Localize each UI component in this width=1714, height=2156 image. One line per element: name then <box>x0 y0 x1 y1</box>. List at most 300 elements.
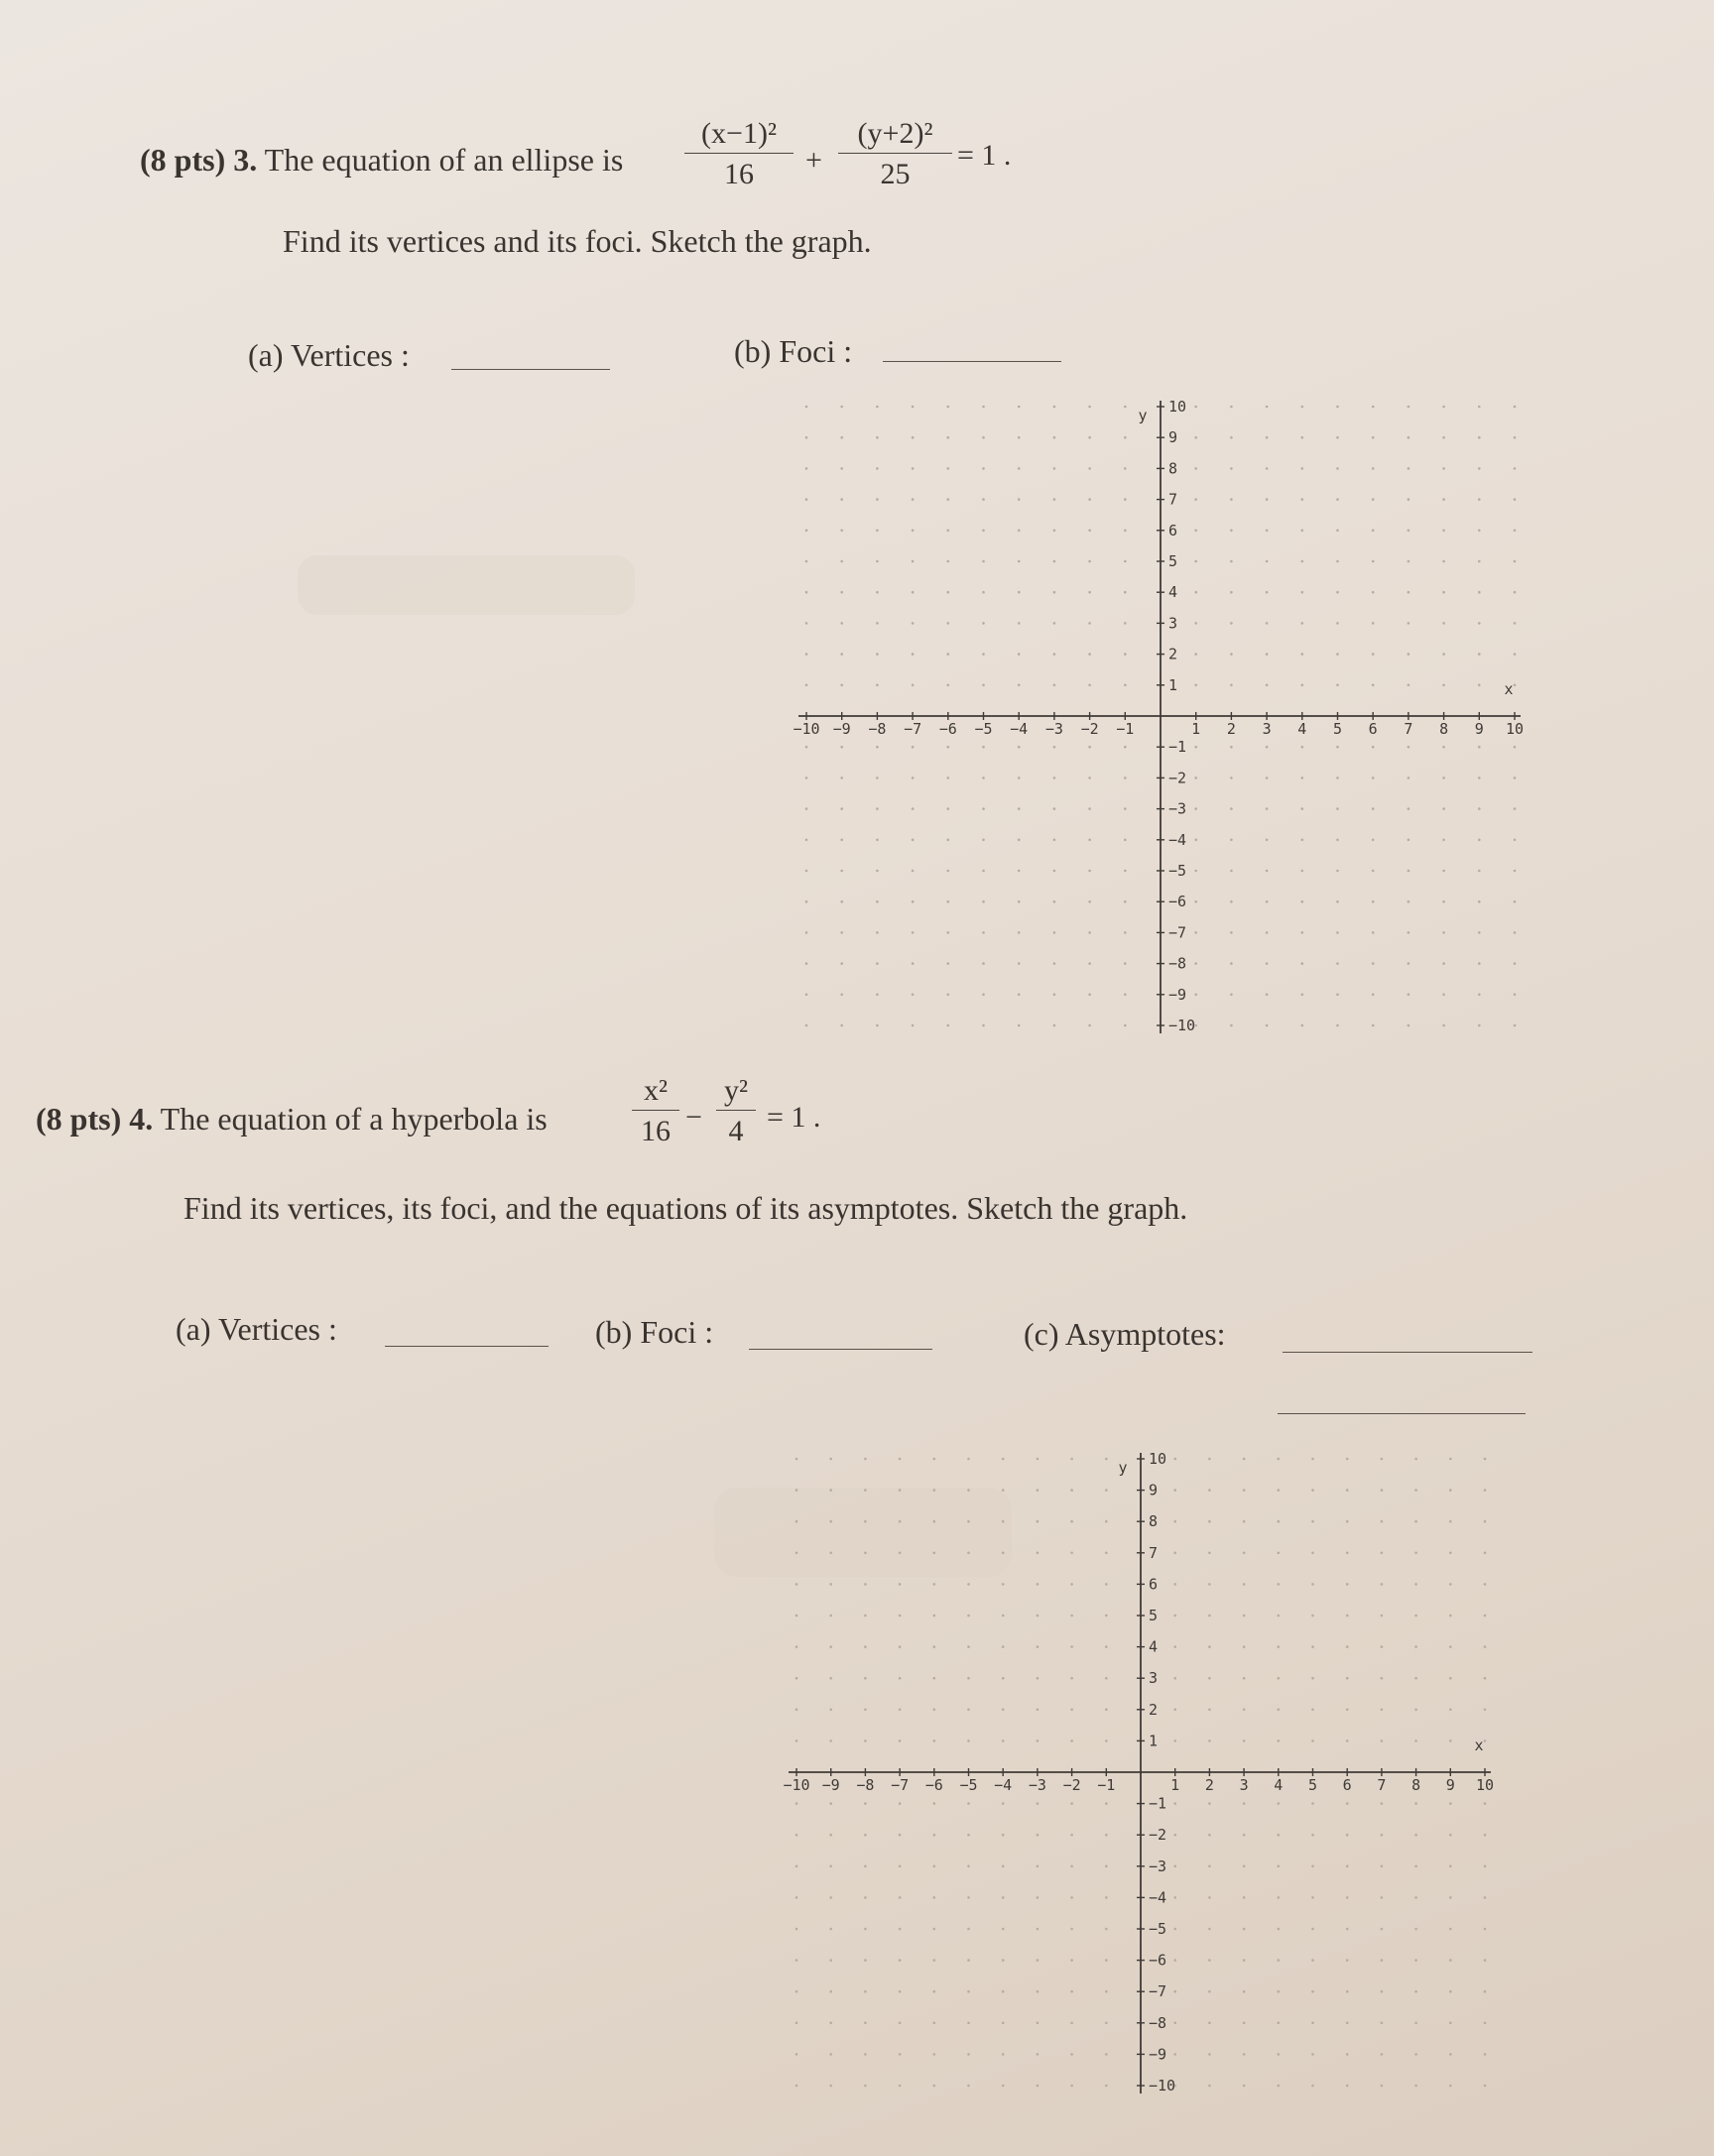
y-tick-label: −1 <box>1168 738 1187 757</box>
grid-dot <box>933 1959 936 1962</box>
problem-3-points: (8 pts) <box>140 142 226 178</box>
grid-dot <box>1208 1552 1211 1555</box>
grid-dot <box>1194 498 1197 501</box>
grid-dot <box>805 622 808 625</box>
grid-dot <box>1037 1583 1040 1586</box>
grid-dot <box>1484 1928 1487 1931</box>
grid-dot <box>805 560 808 563</box>
grid-dot <box>899 1552 902 1555</box>
answer-c-marker: (c) <box>1024 1316 1059 1352</box>
grid-dot <box>1194 839 1197 842</box>
grid-dot <box>1173 1645 1176 1648</box>
grid-dot <box>1449 1896 1452 1899</box>
grid-dot <box>1053 1024 1056 1027</box>
grid-dot <box>1266 406 1269 409</box>
grid-dot <box>1408 622 1410 625</box>
grid-dot <box>982 530 985 533</box>
asymptotes-answer-blank-1[interactable] <box>1283 1352 1532 1353</box>
foci-answer-blank[interactable] <box>749 1349 932 1350</box>
grid-dot <box>1002 1739 1005 1742</box>
grid-dot <box>876 777 879 779</box>
grid-dot <box>1266 436 1269 439</box>
answer-b-label: Foci : <box>640 1314 714 1350</box>
grid-dot <box>1105 1677 1108 1680</box>
grid-dot <box>947 777 950 779</box>
grid-dot <box>1336 436 1339 439</box>
grid-dot <box>967 1615 970 1617</box>
grid-dot <box>982 406 985 409</box>
answer-b-marker: (b) <box>595 1314 633 1350</box>
vertices-answer-blank[interactable] <box>385 1346 549 1347</box>
grid-dot <box>967 1458 970 1461</box>
grid-dot <box>1194 436 1197 439</box>
grid-dot <box>876 684 879 687</box>
grid-dot <box>1372 684 1375 687</box>
grid-dot <box>1484 2053 1487 2056</box>
grid-dot <box>1414 1615 1417 1617</box>
y-tick-label: −8 <box>1149 2013 1167 2032</box>
grid-dot <box>967 1520 970 1523</box>
grid-dot <box>1018 777 1021 779</box>
grid-dot <box>1230 560 1233 563</box>
grid-dot <box>796 1834 798 1837</box>
grid-dot <box>1124 530 1127 533</box>
grid-dot <box>840 653 843 656</box>
grid-dot <box>1208 1959 1211 1962</box>
grid-dot <box>967 2053 970 2056</box>
grid-dot <box>1243 1834 1246 1837</box>
grid-dot <box>933 1990 936 1993</box>
grid-dot <box>1372 900 1375 903</box>
grid-dot <box>876 530 879 533</box>
grid-dot <box>1208 1990 1211 1993</box>
grid-dot <box>1301 1024 1304 1027</box>
grid-dot <box>1018 436 1021 439</box>
grid-dot <box>1478 900 1481 903</box>
grid-dot <box>1124 684 1127 687</box>
grid-dot <box>1037 1865 1040 1868</box>
grid-dot <box>1070 1677 1073 1680</box>
grid-dot <box>899 1865 902 1868</box>
grid-dot <box>829 1520 832 1523</box>
grid-dot <box>1301 684 1304 687</box>
grid-dot <box>1124 467 1127 470</box>
grid-dot <box>796 2085 798 2088</box>
grid-dot <box>967 1928 970 1931</box>
grid-dot <box>1266 1024 1269 1027</box>
grid-dot <box>840 777 843 779</box>
grid-dot <box>1194 653 1197 656</box>
y-tick-label: −9 <box>1168 985 1187 1004</box>
answer-b-marker: (b) <box>734 333 772 369</box>
grid-dot <box>1381 1583 1384 1586</box>
grid-dot <box>1336 839 1339 842</box>
grid-dot <box>1484 1645 1487 1648</box>
grid-dot <box>899 2053 902 2056</box>
x-tick-label: 8 <box>1439 720 1449 738</box>
y-axis-label: y <box>1118 1459 1128 1477</box>
grid-dot <box>876 467 879 470</box>
grid-dot <box>1311 1520 1314 1523</box>
grid-dot <box>899 1489 902 1492</box>
grid-dot <box>1230 994 1233 997</box>
grid-dot <box>1442 931 1445 934</box>
grid-dot <box>1208 1928 1211 1931</box>
grid-dot <box>1372 498 1375 501</box>
grid-dot <box>1381 1802 1384 1805</box>
grid-dot <box>1449 1865 1452 1868</box>
y-tick-label: −7 <box>1168 923 1187 942</box>
grid-dot <box>982 931 985 934</box>
grid-dot <box>1484 1489 1487 1492</box>
grid-dot <box>1381 1520 1384 1523</box>
grid-dot <box>1311 1489 1314 1492</box>
grid-dot <box>1088 839 1091 842</box>
x-tick-label: 1 <box>1170 1776 1180 1794</box>
y-tick-label: 1 <box>1168 675 1178 694</box>
grid-dot <box>1208 1520 1211 1523</box>
grid-dot <box>829 1709 832 1712</box>
grid-dot <box>876 653 879 656</box>
grid-dot <box>1484 1552 1487 1555</box>
hyperbola-term-y <box>716 1074 756 1148</box>
grid-dot <box>1514 560 1517 563</box>
grid-dot <box>1266 684 1269 687</box>
grid-dot <box>1514 1024 1517 1027</box>
grid-dot <box>1173 1928 1176 1931</box>
grid-dot <box>1037 1709 1040 1712</box>
asymptotes-answer-blank-2[interactable] <box>1278 1413 1526 1414</box>
grid-dot <box>1408 684 1410 687</box>
vertices-answer-blank[interactable] <box>451 369 610 370</box>
grid-dot <box>1514 653 1517 656</box>
grid-dot <box>1124 807 1127 810</box>
x-tick-label: 8 <box>1411 1776 1421 1794</box>
grid-dot <box>899 2022 902 2025</box>
grid-dot <box>796 1458 798 1461</box>
grid-dot <box>1336 746 1339 749</box>
grid-dot <box>1070 2022 1073 2025</box>
grid-dot <box>864 1709 867 1712</box>
grid-dot <box>1105 1709 1108 1712</box>
grid-dot <box>1408 591 1410 594</box>
grid-dot <box>1381 1677 1384 1680</box>
x-tick-label: −1 <box>1116 720 1135 738</box>
grid-dot <box>982 467 985 470</box>
grid-dot <box>1053 622 1056 625</box>
grid-dot <box>1346 1959 1349 1962</box>
ellipse-term-y-denominator: 25 <box>880 158 911 190</box>
x-tick-label: −3 <box>1028 1776 1046 1794</box>
grid-dot <box>876 807 879 810</box>
grid-dot <box>1243 1552 1246 1555</box>
grid-dot <box>1088 436 1091 439</box>
grid-dot <box>1442 962 1445 965</box>
problem-4-coordinate-grid[interactable] <box>764 1448 1518 2112</box>
grid-dot <box>1478 962 1481 965</box>
grid-dot <box>1088 622 1091 625</box>
x-tick-label: −10 <box>793 720 820 738</box>
grid-dot <box>796 1739 798 1742</box>
grid-dot <box>1514 591 1517 594</box>
grid-dot <box>840 436 843 439</box>
y-tick-label: 10 <box>1168 398 1187 416</box>
grid-dot <box>1070 1739 1073 1742</box>
grid-dot <box>1442 406 1445 409</box>
grid-dot <box>1037 1615 1040 1617</box>
grid-dot <box>1414 1677 1417 1680</box>
grid-dot <box>1018 498 1021 501</box>
y-tick-label: −2 <box>1168 769 1187 787</box>
grid-dot <box>796 1552 798 1555</box>
grid-dot <box>1088 467 1091 470</box>
grid-dot <box>864 1489 867 1492</box>
grid-dot <box>1070 1552 1073 1555</box>
grid-dot <box>933 1834 936 1837</box>
grid-dot <box>1372 406 1375 409</box>
grid-dot <box>1266 467 1269 470</box>
grid-dot <box>982 900 985 903</box>
grid-dot <box>933 1552 936 1555</box>
grid-dot <box>1194 406 1197 409</box>
grid-dot <box>829 1552 832 1555</box>
grid-dot <box>1173 1489 1176 1492</box>
foci-answer-blank[interactable] <box>883 361 1061 362</box>
grid-dot <box>1018 1024 1021 1027</box>
grid-dot <box>982 436 985 439</box>
grid-dot <box>1053 931 1056 934</box>
grid-dot <box>1037 1896 1040 1899</box>
grid-dot <box>1088 1024 1091 1027</box>
grid-dot <box>1124 994 1127 997</box>
grid-dot <box>1336 560 1339 563</box>
grid-dot <box>1478 436 1481 439</box>
grid-dot <box>1124 436 1127 439</box>
y-tick-label: 6 <box>1149 1575 1159 1594</box>
grid-dot <box>1002 1928 1005 1931</box>
grid-dot <box>1002 2022 1005 2025</box>
grid-dot <box>1266 591 1269 594</box>
y-tick-label: 3 <box>1168 614 1178 633</box>
grid-dot <box>1124 746 1127 749</box>
grid-dot <box>1449 1802 1452 1805</box>
grid-dot <box>1002 1896 1005 1899</box>
grid-dot <box>1037 1677 1040 1680</box>
grid-dot <box>1442 653 1445 656</box>
grid-dot <box>1278 1928 1281 1931</box>
grid-dot <box>947 839 950 842</box>
grid-dot <box>1053 962 1056 965</box>
grid-dot <box>1088 406 1091 409</box>
x-tick-label: 6 <box>1368 720 1378 738</box>
grid-dot <box>1124 870 1127 873</box>
grid-dot <box>1208 1677 1211 1680</box>
grid-dot <box>1346 1709 1349 1712</box>
grid-dot <box>1243 1990 1246 1993</box>
x-tick-label: −6 <box>938 720 957 738</box>
grid-dot <box>864 1583 867 1586</box>
grid-dot <box>1278 1739 1281 1742</box>
grid-dot <box>1414 1865 1417 1868</box>
grid-dot <box>1478 994 1481 997</box>
grid-dot <box>1478 653 1481 656</box>
grid-dot <box>1346 1520 1349 1523</box>
grid-dot <box>1002 1709 1005 1712</box>
grid-dot <box>1002 1645 1005 1648</box>
y-tick-label: 5 <box>1149 1607 1159 1624</box>
grid-dot <box>1301 591 1304 594</box>
grid-dot <box>1208 1739 1211 1742</box>
grid-dot <box>829 1865 832 1868</box>
ellipse-term-y-numerator: (y+2)² <box>838 117 952 154</box>
grid-dot <box>1478 560 1481 563</box>
grid-dot <box>876 900 879 903</box>
grid-dot <box>1230 591 1233 594</box>
grid-dot <box>864 2053 867 2056</box>
grid-dot <box>1381 1645 1384 1648</box>
grid-dot <box>840 931 843 934</box>
grid-dot <box>1442 591 1445 594</box>
grid-dot <box>1105 2053 1108 2056</box>
grid-dot <box>1208 1865 1211 1868</box>
grid-dot <box>805 436 808 439</box>
grid-dot <box>1037 1990 1040 1993</box>
grid-dot <box>1449 1928 1452 1931</box>
grid-dot <box>1484 1865 1487 1868</box>
grid-dot <box>1070 1865 1073 1868</box>
grid-dot <box>805 994 808 997</box>
grid-dot <box>967 1802 970 1805</box>
grid-dot <box>1381 1739 1384 1742</box>
grid-dot <box>840 962 843 965</box>
grid-dot <box>1230 622 1233 625</box>
grid-dot <box>1336 406 1339 409</box>
grid-dot <box>967 1583 970 1586</box>
grid-dot <box>933 1489 936 1492</box>
grid-dot <box>899 1802 902 1805</box>
grid-dot <box>1278 1615 1281 1617</box>
grid-dot <box>1372 931 1375 934</box>
grid-dot <box>967 1489 970 1492</box>
grid-dot <box>829 1677 832 1680</box>
x-tick-label: −9 <box>832 720 851 738</box>
grid-dot <box>947 622 950 625</box>
answer-a-label: Vertices : <box>217 1311 337 1347</box>
grid-dot <box>1301 962 1304 965</box>
grid-dot <box>805 591 808 594</box>
grid-dot <box>840 530 843 533</box>
x-tick-label: −8 <box>856 1776 875 1794</box>
grid-dot <box>1484 1615 1487 1617</box>
grid-dot <box>805 777 808 779</box>
grid-dot <box>982 591 985 594</box>
grid-dot <box>967 1645 970 1648</box>
grid-dot <box>1243 2085 1246 2088</box>
grid-dot <box>1243 1865 1246 1868</box>
grid-dot <box>947 807 950 810</box>
grid-dot <box>1088 807 1091 810</box>
problem-3-instruction: Find its vertices and its foci. Sketch the graph. <box>283 223 872 259</box>
grid-dot <box>1278 1677 1281 1680</box>
grid-dot <box>1266 962 1269 965</box>
y-tick-label: −3 <box>1168 799 1187 818</box>
grid-dot <box>1243 1645 1246 1648</box>
grid-dot <box>1449 2085 1452 2088</box>
grid-dot <box>982 962 985 965</box>
grid-dot <box>1301 931 1304 934</box>
grid-dot <box>1230 406 1233 409</box>
grid-dot <box>1442 436 1445 439</box>
grid-dot <box>1372 653 1375 656</box>
grid-dot <box>1070 1928 1073 1931</box>
problem-3-coordinate-grid[interactable] <box>784 387 1537 1041</box>
x-tick-label: 1 <box>1191 720 1201 738</box>
grid-dot <box>947 870 950 873</box>
grid-dot <box>1088 746 1091 749</box>
grid-dot <box>1478 684 1481 687</box>
grid-dot <box>1266 530 1269 533</box>
grid-dot <box>1088 870 1091 873</box>
grid-dot <box>1442 560 1445 563</box>
grid-dot <box>829 1489 832 1492</box>
grid-dot <box>1449 2053 1452 2056</box>
grid-dot <box>982 994 985 997</box>
grid-dot <box>1266 560 1269 563</box>
x-tick-label: 9 <box>1445 1776 1455 1794</box>
grid-dot <box>982 839 985 842</box>
grid-dot <box>1088 931 1091 934</box>
grid-dot <box>1194 931 1197 934</box>
y-tick-label: 2 <box>1149 1700 1159 1719</box>
x-tick-label: −4 <box>994 1776 1013 1794</box>
grid-dot <box>912 994 915 997</box>
grid-dot <box>1414 1802 1417 1805</box>
grid-dot <box>947 1024 950 1027</box>
grid-dot <box>1037 1802 1040 1805</box>
grid-dot <box>1372 530 1375 533</box>
grid-dot <box>933 1615 936 1617</box>
grid-dot <box>1053 591 1056 594</box>
problem-4-answer-b <box>595 1314 713 1351</box>
grid-dot <box>1311 1615 1314 1617</box>
grid-dot <box>1002 1990 1005 1993</box>
grid-dot <box>1414 2022 1417 2025</box>
grid-dot <box>1194 530 1197 533</box>
grid-dot <box>796 1928 798 1931</box>
grid-dot <box>1514 467 1517 470</box>
grid-dot <box>1173 2022 1176 2025</box>
y-tick-label: 2 <box>1168 645 1178 663</box>
grid-dot <box>1194 807 1197 810</box>
grid-dot <box>1037 1928 1040 1931</box>
grid-dot <box>1173 1959 1176 1962</box>
grid-dot <box>1266 900 1269 903</box>
grid-dot <box>1346 2053 1349 2056</box>
grid-dot <box>1230 962 1233 965</box>
grid-dot <box>1311 1834 1314 1837</box>
grid-dot <box>829 1645 832 1648</box>
grid-dot <box>1002 2053 1005 2056</box>
grid-dot <box>1514 839 1517 842</box>
grid-dot <box>864 1802 867 1805</box>
grid-dot <box>1514 994 1517 997</box>
grid-dot <box>1414 1583 1417 1586</box>
grid-dot <box>1105 2022 1108 2025</box>
grid-dot <box>1414 2085 1417 2088</box>
grid-dot <box>796 1865 798 1868</box>
grid-dot <box>1408 777 1410 779</box>
grid-dot <box>1278 1645 1281 1648</box>
